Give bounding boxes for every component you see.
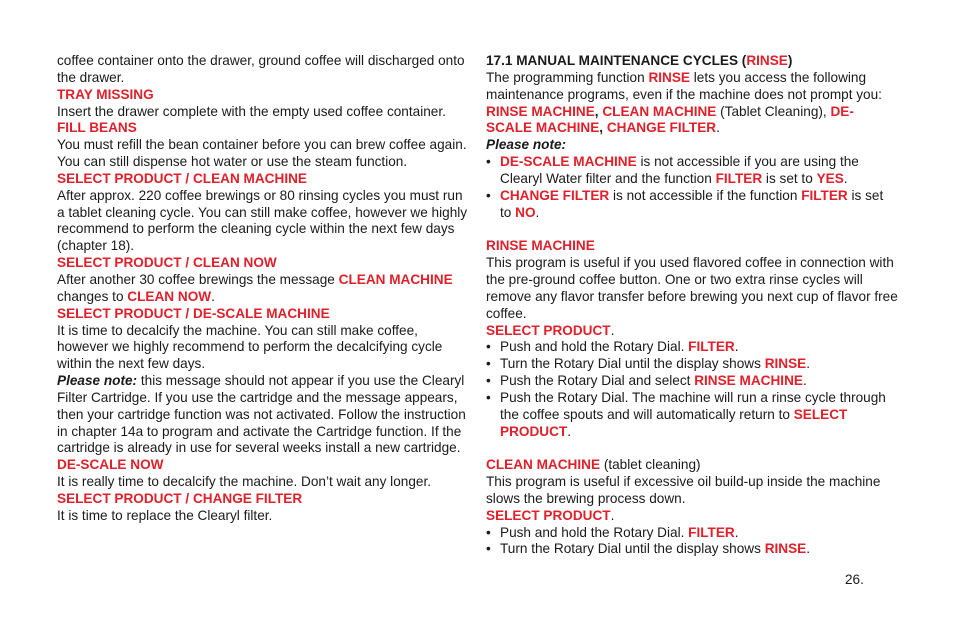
keyword-rinse: RINSE xyxy=(648,69,690,85)
paragraph-select-product-clean-now xyxy=(57,272,472,306)
keyword-yes: YES xyxy=(816,170,844,186)
bullet: • xyxy=(486,524,491,540)
keyword-filter: FILTER xyxy=(801,187,848,203)
text: The programming function xyxy=(486,69,649,85)
spacer xyxy=(486,221,898,238)
keyword-rinse-machine: RINSE MACHINE xyxy=(694,373,803,389)
heading-clean-machine xyxy=(486,457,898,474)
paragraph-select-product-clean-machine: After approx. 220 coffee brewings or 80 rinsing cycles you must run a tablet cleaning cycle. You can still make coffee, however we highly recommend to perform the cleaning cycle within the next few days (chapter 18). xyxy=(57,187,468,254)
paragraph-tray-missing: Insert the drawer complete with the empty used coffee container. xyxy=(57,103,446,119)
text: Push the Rotary Dial and select xyxy=(500,373,695,389)
rinse-step-3 xyxy=(486,373,898,390)
paragraph-select-product-de-scale-machine: It is time to decalcify the machine. You can still make coffee, however we highly recommend to perform the decalcifying cycle within the next few days. xyxy=(57,322,443,372)
keyword-clean-machine: CLEAN MACHINE xyxy=(602,103,717,119)
bullet: • xyxy=(486,356,491,372)
note-label: Please note: xyxy=(57,373,138,389)
paragraph-fill-beans: You must refill the bean container before you can brew coffee again. You can still dispense hot water or use the steam function. xyxy=(57,137,467,170)
keyword-filter: FILTER xyxy=(715,170,763,186)
text: this message should not appear if you use the Clearyl Filter Cartridge. If you use the cartridge and the message appears, then your cartridge function was not activated. Follow the instruction in chapter 14a to program and activate the Cartridge function. If the cartridge is already in use for several weeks install a new cartridge. xyxy=(57,373,466,456)
text: (tablet cleaning) xyxy=(600,457,701,473)
keyword-rinse: RINSE xyxy=(746,53,788,68)
text: is not accessible if the function xyxy=(609,187,802,203)
text: lets you access the following maintenance programs, even if the machine does not prompt you: xyxy=(486,69,882,102)
text: . xyxy=(802,373,807,389)
keyword-filter: FILTER xyxy=(688,524,735,540)
keyword-clean-machine: CLEAN MACHINE xyxy=(486,457,601,473)
text: . xyxy=(716,120,720,136)
note-item-change-filter xyxy=(486,188,898,222)
heading-select-product-clean-now: SELECT PRODUCT / CLEAN NOW xyxy=(57,255,277,271)
left-column xyxy=(57,53,472,525)
text: . xyxy=(843,170,848,186)
keyword-select-product: SELECT PRODUCT xyxy=(500,406,848,439)
heading-tray-missing: TRAY MISSING xyxy=(57,86,154,102)
keyword-de-scale-machine: DE-SCALE MACHINE xyxy=(500,154,637,170)
note-label: Please note: xyxy=(486,137,567,153)
text: is set to xyxy=(500,187,884,220)
keyword-rinse: RINSE xyxy=(764,356,807,372)
text: . xyxy=(734,524,739,540)
keyword-change-filter: CHANGE FILTER xyxy=(500,187,610,203)
text: . xyxy=(610,322,615,338)
keyword-rinse-machine: RINSE MACHINE xyxy=(486,103,595,119)
heading-de-scale-now: DE-SCALE NOW xyxy=(57,457,164,473)
keyword-clean-machine: CLEAN MACHINE xyxy=(338,271,453,287)
text: Push and hold the Rotary Dial. xyxy=(500,339,689,355)
text: (Tablet Cleaning), xyxy=(716,103,831,119)
text: . xyxy=(567,423,571,439)
text: Push and hold the Rotary Dial. xyxy=(500,524,689,540)
text: , xyxy=(599,120,607,136)
rinse-step-1 xyxy=(486,339,898,356)
paragraph-rinse-machine: This program is useful if you used flavored coffee in connection with the pre-ground coffee button. One or two extra rinse cycles will remove any flavor transfer before brewing you next cup of flavor free coffee. xyxy=(486,255,898,321)
select-product-line xyxy=(486,323,898,340)
heading-select-product-de-scale-machine: SELECT PRODUCT / DE-SCALE MACHINE xyxy=(57,305,330,321)
paragraph-please-note xyxy=(57,373,472,457)
note-item-de-scale xyxy=(486,154,898,188)
text: is not accessible if you are using the Clearyl Water filter and the function xyxy=(500,154,859,186)
text: is set to xyxy=(762,170,817,186)
bullet: • xyxy=(486,154,491,170)
rinse-step-4 xyxy=(486,390,898,441)
text: Push the Rotary Dial. The machine will run a rinse cycle through the coffee spouts and will automatically return to xyxy=(500,389,886,422)
text: . xyxy=(610,507,615,523)
right-column xyxy=(486,53,898,558)
keyword-change-filter: CHANGE FILTER xyxy=(606,120,717,136)
rinse-step-2 xyxy=(486,356,898,373)
section-title xyxy=(486,53,898,70)
clean-step-1 xyxy=(486,525,898,542)
text: After another 30 coffee brewings the message xyxy=(57,271,339,287)
bullet: • xyxy=(486,339,491,355)
heading-select-product-clean-machine: SELECT PRODUCT / CLEAN MACHINE xyxy=(57,170,307,186)
select-product-line xyxy=(486,508,898,525)
text: . xyxy=(734,339,739,355)
bullet: • xyxy=(486,541,491,557)
page-number: 26. xyxy=(845,572,864,587)
keyword-select-product: SELECT PRODUCT xyxy=(486,322,611,338)
bullet: • xyxy=(486,187,491,203)
keyword-filter: FILTER xyxy=(688,339,735,355)
bullet: • xyxy=(486,373,491,389)
heading-fill-beans: FILL BEANS xyxy=(57,120,137,136)
keyword-clean-now: CLEAN NOW xyxy=(127,288,212,304)
paragraph-clean-machine: This program is useful if excessive oil build-up inside the machine slows the brewing process down. xyxy=(486,474,881,506)
spacer xyxy=(486,440,898,457)
paragraph-intro xyxy=(486,70,898,137)
keyword-rinse: RINSE xyxy=(764,541,807,557)
clean-step-2 xyxy=(486,541,898,558)
text: Turn the Rotary Dial until the display shows xyxy=(500,356,765,372)
text: . xyxy=(806,541,811,557)
paragraph-select-product-change-filter: It is time to replace the Clearyl filter. xyxy=(57,507,273,523)
paragraph-container-continued: coffee container onto the drawer, ground coffee will discharged onto the drawer. xyxy=(57,53,465,85)
bullet: • xyxy=(486,389,491,405)
text: , xyxy=(594,103,603,119)
text: . xyxy=(535,204,540,220)
heading-select-product-change-filter: SELECT PRODUCT / CHANGE FILTER xyxy=(57,490,303,506)
text: 17.1 MANUAL MAINTENANCE CYCLES ( xyxy=(486,53,747,68)
text: changes to xyxy=(57,288,128,304)
keyword-de-scale-machine: DE-SCALE MACHINE xyxy=(486,103,854,136)
paragraph-de-scale-now: It is really time to decalcify the machine. Don’t wait any longer. xyxy=(57,474,432,490)
text: ) xyxy=(787,53,793,68)
keyword-select-product: SELECT PRODUCT xyxy=(486,507,611,523)
text: Turn the Rotary Dial until the display shows xyxy=(500,541,765,557)
heading-rinse-machine: RINSE MACHINE xyxy=(486,238,595,254)
text: . xyxy=(211,288,215,304)
text: . xyxy=(806,356,811,372)
keyword-no: NO xyxy=(515,204,536,220)
